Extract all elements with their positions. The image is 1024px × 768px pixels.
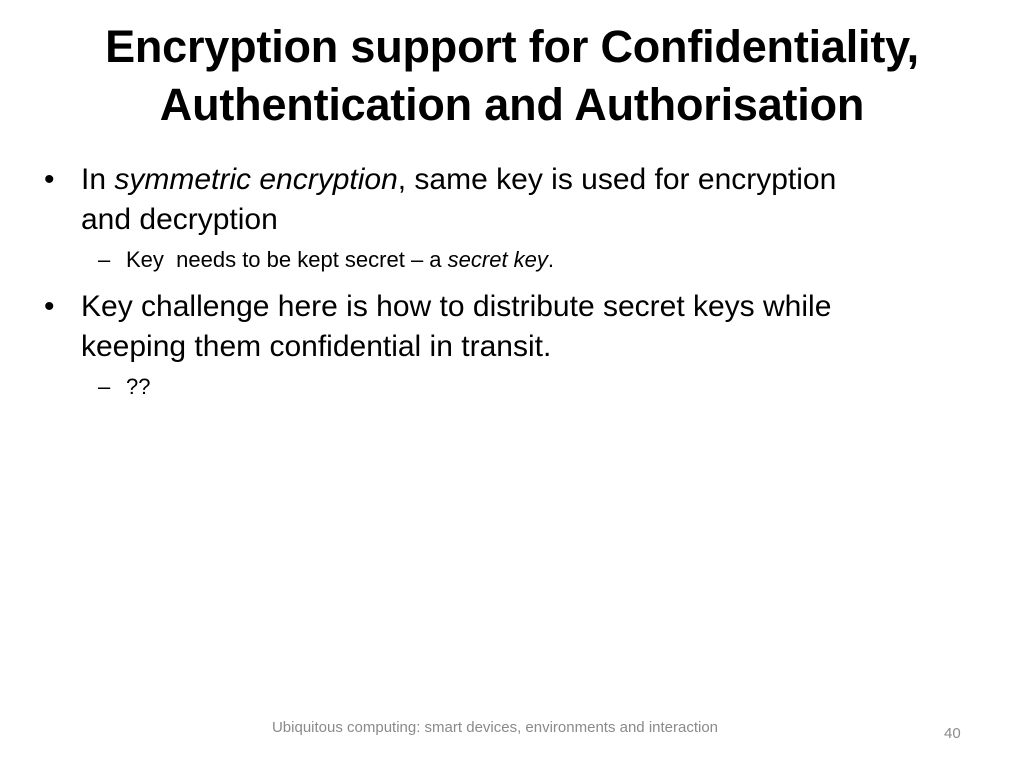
slide-title [20,18,1004,134]
sub-bullet-text: Key needs to be kept secret – a [126,247,448,272]
sub-bullet-text: ?? [126,374,151,399]
slide-footer: Ubiquitous computing: smart devices, environments and interaction [271,719,719,736]
sub-bullet-question [44,373,974,401]
bullet-text-prefix: In [81,163,115,196]
bullet-symmetric-encryption [44,160,974,240]
bullet-text-italic-term: symmetric encryption [114,163,398,196]
bullet-marker: • [44,290,55,323]
sub-bullet-secret-key [44,246,974,274]
sub-bullet-italic-term: secret key [447,247,548,272]
sub-bullet-end: . [547,247,555,272]
bullet-text-suffix: , same key is used for encryption [397,163,837,196]
bullet-key-challenge [44,287,974,367]
sub-bullet-marker: – [98,374,111,399]
slide-title-line-2: Authentication and Authorisation [159,79,865,130]
bullet-list [44,160,974,401]
bullet-text-line-1: Key challenge here is how to distribute secret keys while [81,290,832,323]
sub-bullet-marker: – [98,247,111,272]
bullet-text-line-2: and decryption [81,203,278,236]
bullet-marker: • [44,163,55,196]
bullet-text-line-2: keeping them confidential in transit. [81,330,552,363]
page-number: 40 [944,725,961,742]
slide-title-line-1: Encryption support for Confidentiality, [105,21,919,72]
